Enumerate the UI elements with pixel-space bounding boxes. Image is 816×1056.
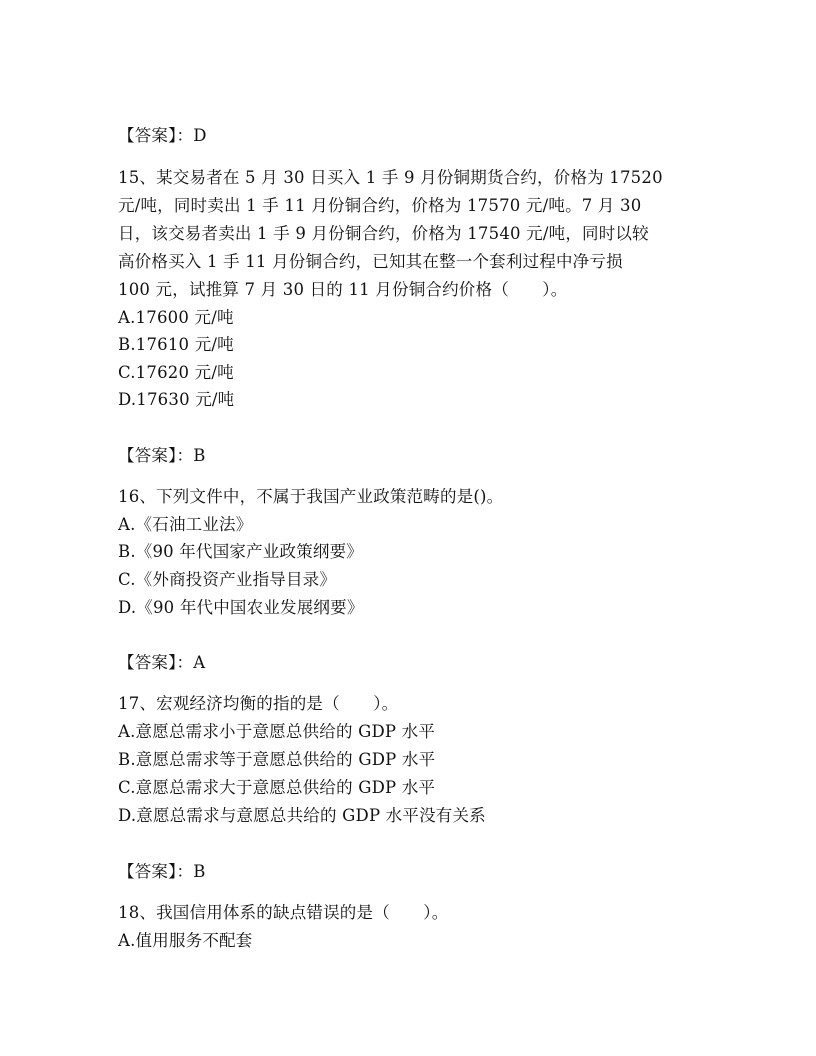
- answer-line: 【答案】：B: [118, 446, 206, 465]
- question-16-option-a: A.《石油工业法》: [118, 515, 253, 534]
- question-17-option-b: B.意愿总需求等于意愿总供给的 GDP 水平: [118, 750, 436, 769]
- question-17-line-1: 17、宏观经济均衡的指的是（ ）。: [118, 694, 399, 713]
- question-15-line-5: 100 元，试推算 7 月 30 日的 11 月份铜合约价格（ ）。: [118, 280, 568, 299]
- question-15-option-c: C.17620 元/吨: [118, 363, 234, 382]
- question-16-option-c: C.《外商投资产业指导目录》: [118, 570, 337, 589]
- answer-line: 【答案】：A: [118, 653, 206, 672]
- answer-line: 【答案】：D: [118, 126, 207, 145]
- question-16-line-1: 16、下列文件中，不属于我国产业政策范畴的是()。: [118, 487, 504, 506]
- question-15-option-d: D.17630 元/吨: [118, 390, 235, 409]
- question-15-option-a: A.17600 元/吨: [118, 308, 234, 327]
- question-15-line-4: 高价格买入 1 手 11 月份铜合约，已知其在整一个套利过程中净亏损: [118, 252, 623, 271]
- answer-line: 【答案】：B: [118, 862, 206, 881]
- question-16-option-b: B.《90 年代国家产业政策纲要》: [118, 542, 364, 561]
- question-15-option-b: B.17610 元/吨: [118, 335, 234, 354]
- question-18-line-1: 18、我国信用体系的缺点错误的是（ ）。: [118, 903, 449, 922]
- question-16-option-d: D.《90 年代中国农业发展纲要》: [118, 598, 364, 617]
- question-15-line-2: 元/吨，同时卖出 1 手 11 月份铜合约，价格为 17570 元/吨。7 月 30: [118, 196, 642, 215]
- question-17-option-d: D.意愿总需求与意愿总共给的 GDP 水平没有关系: [118, 806, 486, 825]
- question-17-option-a: A.意愿总需求小于意愿总供给的 GDP 水平: [118, 722, 436, 741]
- question-15-line-3: 日，该交易者卖出 1 手 9 月份铜合约，价格为 17540 元/吨，同时以较: [118, 224, 649, 243]
- question-17-option-c: C.意愿总需求大于意愿总供给的 GDP 水平: [118, 778, 436, 797]
- question-15-line-1: 15、某交易者在 5 月 30 日买入 1 手 9 月份铜期货合约，价格为 17520: [118, 168, 663, 187]
- question-18-option-a: A.值用服务不配套: [118, 931, 253, 950]
